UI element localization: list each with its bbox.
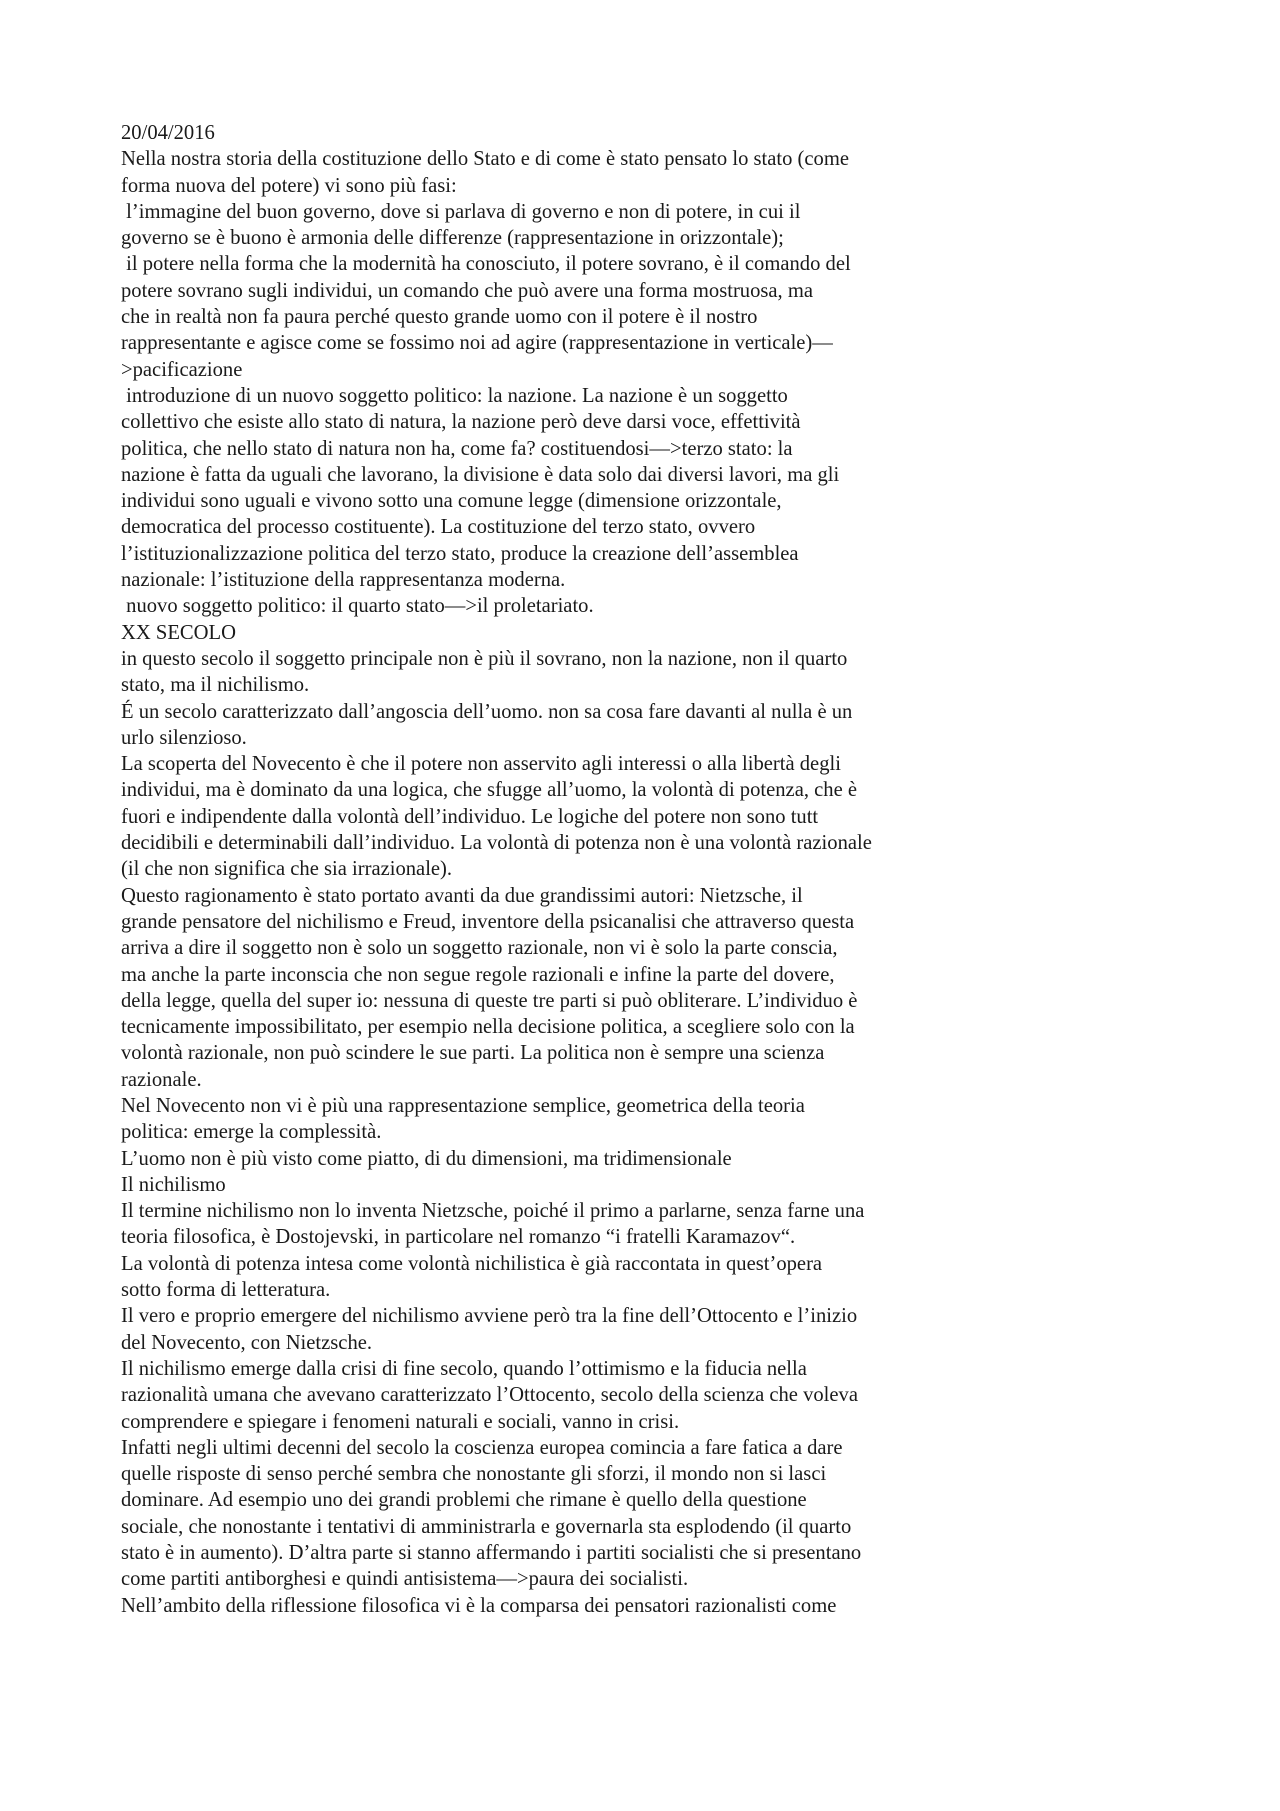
text-line: L’uomo non è più visto come piatto, di du dimensioni, ma tridimensionale bbox=[121, 1147, 732, 1170]
text-line: grande pensatore del nichilismo e Freud, inventore della psicanalisi che attraverso questa bbox=[121, 910, 855, 933]
text-line: nazione è fatta da uguali che lavorano, la divisione è data solo dai diversi lavori, ma gli bbox=[121, 463, 840, 486]
text-line: É un secolo caratterizzato dall’angoscia dell’uomo. non sa cosa fare davanti al nulla è un bbox=[121, 700, 853, 723]
text-line: Il vero e proprio emergere del nichilismo avviene però tra la fine dell’Ottocento e l’inizio bbox=[121, 1305, 858, 1328]
text-line: forma nuova del potere) vi sono più fasi: bbox=[121, 174, 457, 197]
text-line: arriva a dire il soggetto non è solo un soggetto razionale, non vi è solo la parte conscia, bbox=[121, 937, 838, 960]
text-line: individui sono uguali e vivono sotto una comune legge (dimensione orizzontale, bbox=[121, 490, 782, 513]
text-line: Nell’ambito della riflessione filosofica vi è la comparsa dei pensatori razionalisti come bbox=[121, 1594, 837, 1617]
text-line: volontà razionale, non può scindere le sue parti. La politica non è sempre una scienza bbox=[121, 1042, 825, 1065]
text-line: politica: emerge la complessità. bbox=[121, 1121, 382, 1144]
text-line: che in realtà non fa paura perché questo grande uomo con il potere è il nostro bbox=[121, 306, 758, 329]
text-line: Il nichilismo emerge dalla crisi di fine secolo, quando l’ottimismo e la fiducia nella bbox=[121, 1357, 807, 1380]
text-line: ma anche la parte inconscia che non segue regole razionali e infine la parte del dovere, bbox=[121, 963, 835, 986]
text-line: (il che non significa che sia irrazionale). bbox=[121, 858, 453, 881]
text-line: politica, che nello stato di natura non ha, come fa? costituendosi—>terzo stato: la bbox=[121, 437, 793, 460]
text-line: introduzione di un nuovo soggetto politico: la nazione. La nazione è un soggetto bbox=[121, 384, 788, 407]
text-line: potere sovrano sugli individui, un comando che può avere una forma mostruosa, ma bbox=[121, 279, 814, 302]
text-line: in questo secolo il soggetto principale non è più il sovrano, non la nazione, non il quarto bbox=[121, 647, 848, 670]
text-line: urlo silenzioso. bbox=[121, 726, 247, 749]
text-line: l’immagine del buon governo, dove si parlava di governo e non di potere, in cui il bbox=[121, 200, 801, 223]
text-line: l’istituzionalizzazione politica del terzo stato, produce la creazione dell’assemblea bbox=[121, 542, 799, 565]
text-line: stato, ma il nichilismo. bbox=[121, 674, 310, 697]
section-heading: XX SECOLO bbox=[121, 621, 236, 644]
text-line: La volontà di potenza intesa come volontà nichilistica è già raccontata in quest’opera bbox=[121, 1252, 823, 1275]
text-line: nazionale: l’istituzione della rappresentanza moderna. bbox=[121, 569, 566, 592]
text-line: sociale, che nonostante i tentativi di amministrarla e governarla sta esplodendo (il quarto bbox=[121, 1515, 852, 1538]
text-line: rappresentante e agisce come se fossimo noi ad agire (rappresentazione in verticale)— bbox=[121, 332, 833, 355]
text-line: fuori e indipendente dalla volontà dell’individuo. Le logiche del potere non sono tutt bbox=[121, 805, 819, 828]
text-line: Questo ragionamento è stato portato avanti da due grandissimi autori: Nietzsche, il bbox=[121, 884, 803, 907]
text-line: razionale. bbox=[121, 1068, 202, 1091]
document-date: 20/04/2016 bbox=[121, 122, 215, 144]
text-line: democratica del processo costituente). La costituzione del terzo stato, ovvero bbox=[121, 516, 756, 539]
text-line: >pacificazione bbox=[121, 358, 243, 381]
text-line: collettivo che esiste allo stato di natura, la nazione però deve darsi voce, effettività bbox=[121, 411, 801, 434]
text-line: Nel Novecento non vi è più una rappresentazione semplice, geometrica della teoria bbox=[121, 1094, 805, 1117]
text-line: del Novecento, con Nietzsche. bbox=[121, 1331, 373, 1354]
text-line: dominare. Ad esempio uno dei grandi problemi che rimane è quello della questione bbox=[121, 1489, 807, 1512]
text-line: governo se è buono è armonia delle differenze (rappresentazione in orizzontale); bbox=[121, 227, 784, 250]
text-line: della legge, quella del super io: nessuna di queste tre parti si può obliterare. L’individuo è bbox=[121, 989, 858, 1012]
text-line: decidibili e determinabili dall’individuo. La volontà di potenza non è una volontà razionale bbox=[121, 832, 872, 855]
text-line: quelle risposte di senso perché sembra che nonostante gli sforzi, il mondo non si lasci bbox=[121, 1463, 827, 1486]
text-line: stato è in aumento). D’altra parte si stanno affermando i partiti socialisti che si presentano bbox=[121, 1542, 862, 1565]
text-line: il potere nella forma che la modernità ha conosciuto, il potere sovrano, è il comando del bbox=[121, 253, 851, 276]
text-line: Infatti negli ultimi decenni del secolo la coscienza europea comincia a fare fatica a dare bbox=[121, 1436, 843, 1459]
text-line: Il termine nichilismo non lo inventa Nietzsche, poiché il primo a parlarne, senza farne una bbox=[121, 1200, 865, 1223]
text-line: individui, ma è dominato da una logica, che sfugge all’uomo, la volontà di potenza, che è bbox=[121, 779, 858, 802]
text-line: razionalità umana che avevano caratterizzato l’Ottocento, secolo della scienza che voleva bbox=[121, 1384, 858, 1407]
text-line: teoria filosofica, è Dostojevski, in particolare nel romanzo “i fratelli Karamazov“. bbox=[121, 1226, 796, 1249]
text-line: nuovo soggetto politico: il quarto stato—>il proletariato. bbox=[121, 595, 594, 618]
document-page bbox=[121, 120, 1001, 1619]
text-line: La scoperta del Novecento è che il potere non asservito agli interessi o alla libertà degli bbox=[121, 753, 841, 776]
text-line: Nella nostra storia della costituzione dello Stato e di come è stato pensato lo stato (come bbox=[121, 148, 850, 171]
text-line: comprendere e spiegare i fenomeni naturali e sociali, vanno in crisi. bbox=[121, 1410, 680, 1433]
text-line: sotto forma di letteratura. bbox=[121, 1279, 331, 1302]
text-line: tecnicamente impossibilitato, per esempio nella decisione politica, a scegliere solo con la bbox=[121, 1016, 855, 1039]
section-heading: Il nichilismo bbox=[121, 1173, 226, 1196]
text-line: come partiti antiborghesi e quindi antisistema—>paura dei socialisti. bbox=[121, 1568, 689, 1591]
